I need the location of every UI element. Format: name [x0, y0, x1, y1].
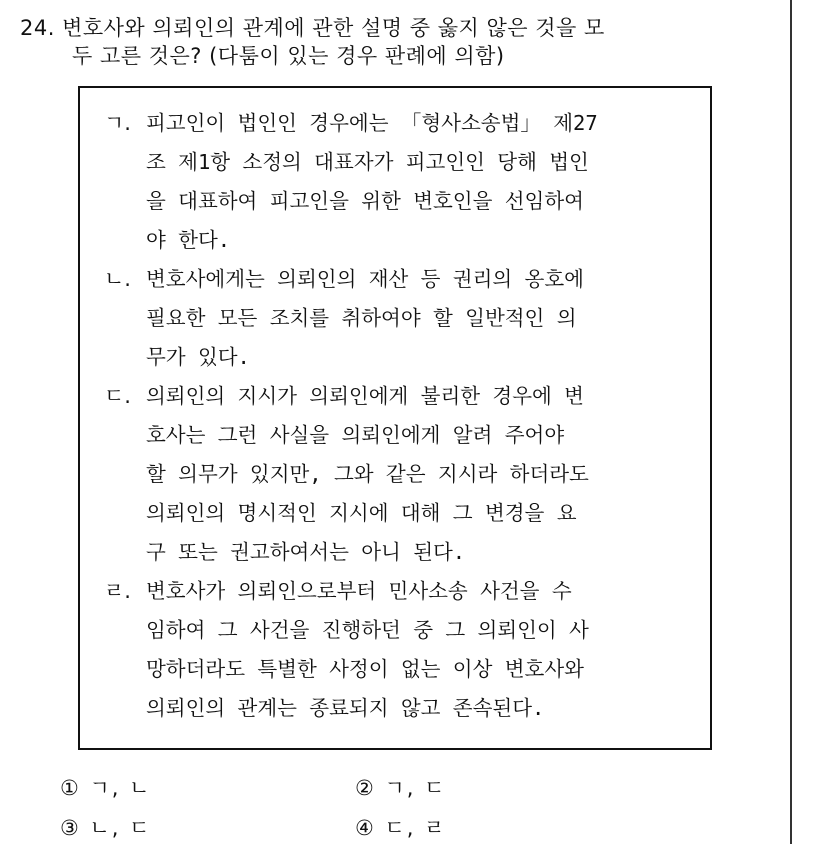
choice-3[interactable]: ③ ㄴ, ㄷ: [60, 816, 152, 840]
statement-mark: ㄱ.: [104, 111, 131, 135]
statement-line: 무가 있다.: [146, 345, 250, 369]
statement-line: 구 또는 권고하여서는 아니 된다.: [146, 540, 466, 564]
statement-line: 의뢰인의 관계는 종료되지 않고 존속된다.: [146, 696, 545, 720]
statement-line: 임하여 그 사건을 진행하던 중 그 의뢰인이 사: [146, 618, 589, 642]
statement-line: 할 의무가 있지만, 그와 같은 지시라 하더라도: [146, 462, 589, 486]
choice-1[interactable]: ① ㄱ, ㄴ: [60, 776, 152, 800]
statement-box: [78, 86, 712, 750]
column-divider: [790, 0, 792, 844]
answer-choices: [60, 774, 780, 854]
statement-line: 의뢰인의 명시적인 지시에 대해 그 변경을 요: [146, 501, 577, 525]
statement-mark: ㄷ.: [104, 384, 131, 408]
choice-row: [60, 814, 780, 854]
question-stem: [20, 14, 780, 70]
question-text-line-1: 24. 변호사와 의뢰인의 관계에 관한 설명 중 옳지 않은 것을 모: [20, 16, 605, 40]
statement-item-d: [104, 572, 704, 728]
statement-line: 호사는 그런 사실을 의뢰인에게 알려 주어야: [146, 423, 565, 447]
statement-item-c: [104, 377, 704, 572]
statement-line: 야 한다.: [146, 228, 231, 252]
statement-line: 필요한 모든 조치를 취하여야 할 일반적인 의: [146, 306, 577, 330]
choice-row: [60, 774, 780, 814]
statement-line: 변호사가 의뢰인으로부터 민사소송 사건을 수: [146, 579, 572, 603]
statement-line: 망하더라도 특별한 사정이 없는 이상 변호사와: [146, 657, 584, 681]
statement-line: 피고인이 법인인 경우에는 「형사소송법」 제27: [146, 111, 598, 135]
statement-mark: ㄹ.: [104, 579, 131, 603]
question-text-line-2: 두 고른 것은? (다툼이 있는 경우 판례에 의함): [72, 44, 505, 68]
choice-2[interactable]: ② ㄱ, ㄷ: [355, 776, 447, 800]
statement-line: 의뢰인의 지시가 의뢰인에게 불리한 경우에 변: [146, 384, 584, 408]
statement-mark: ㄴ.: [104, 267, 131, 291]
statement-line: 조 제1항 소정의 대표자가 피고인인 당해 법인: [146, 150, 589, 174]
statement-line: 변호사에게는 의뢰인의 재산 등 권리의 옹호에: [146, 267, 584, 291]
statement-item-a: [104, 104, 704, 260]
statement-item-b: [104, 260, 704, 377]
statement-line: 을 대표하여 피고인을 위한 변호인을 선임하여: [146, 189, 584, 213]
choice-4[interactable]: ④ ㄷ, ㄹ: [355, 816, 447, 840]
